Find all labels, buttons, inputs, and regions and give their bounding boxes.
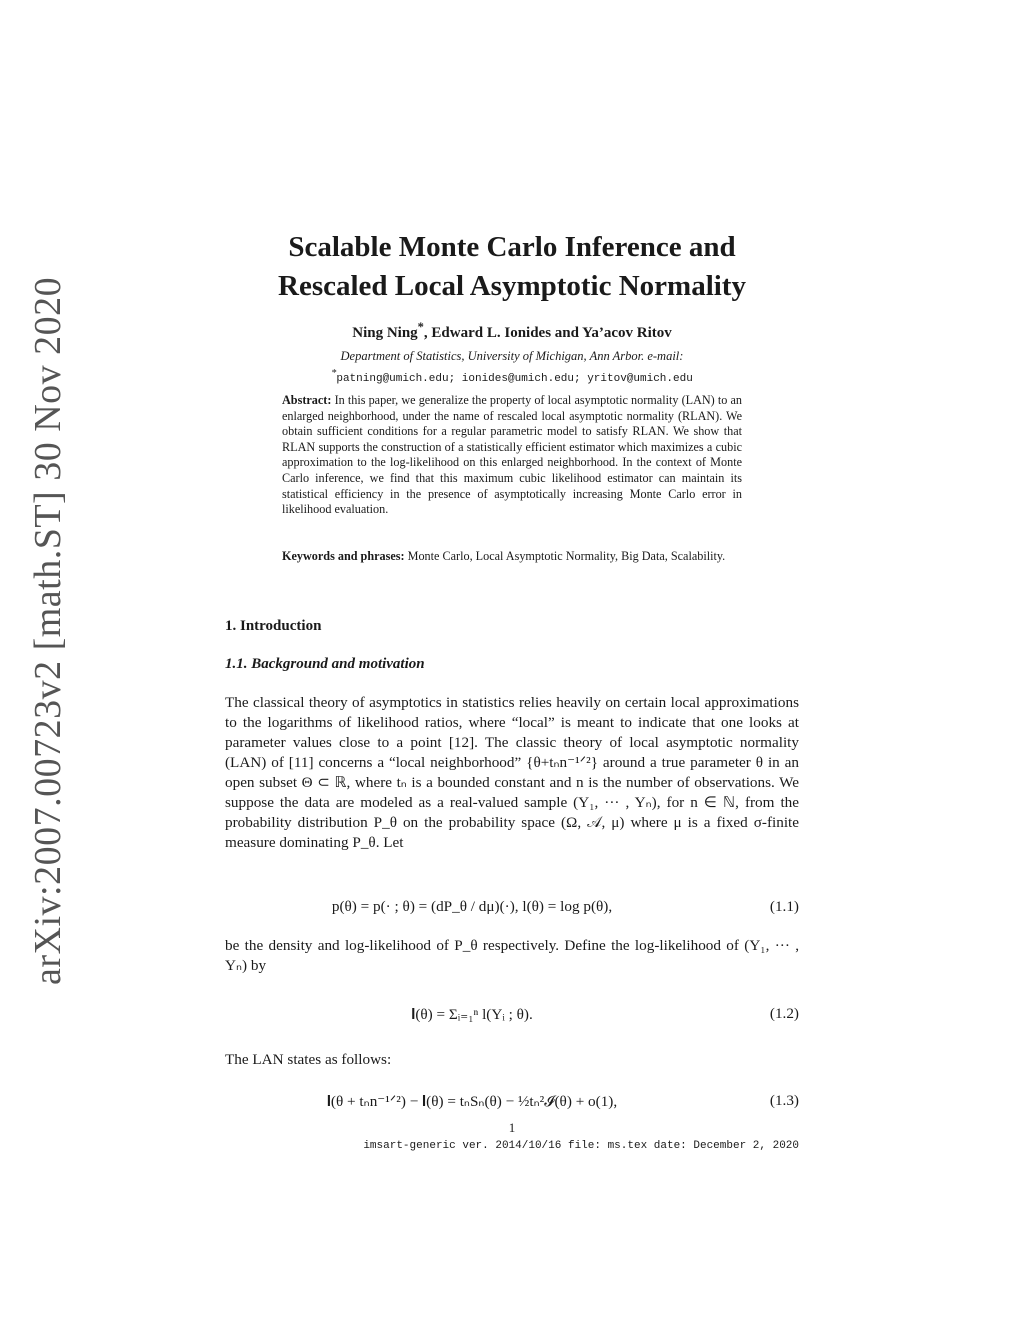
affiliation-line: Department of Statistics, University of Michigan, Ann Arbor. e-mail: [340, 349, 684, 363]
title-line-2: Rescaled Local Asymptotic Normality [278, 270, 746, 302]
author-1-mark: * [417, 320, 424, 334]
equation-1-1-number: (1.1) [769, 898, 799, 915]
section-heading: 1. Introduction [225, 618, 322, 634]
keywords [282, 549, 742, 565]
keywords-label: Keywords and phrases: [282, 549, 405, 563]
abstract-label: Abstract: [282, 393, 332, 407]
footer: imsart-generic ver. 2014/10/16 file: ms.tex date: December 2, 2020 [363, 1140, 799, 1152]
email-line [224, 365, 800, 388]
paragraph-3: The LAN states as follows: [225, 1051, 392, 1068]
equation-1-2-number: (1.2) [769, 1005, 799, 1022]
title-line-1: Scalable Monte Carlo Inference and [288, 231, 736, 263]
affiliation [224, 348, 800, 388]
abstract [282, 393, 742, 518]
authors-rest: , Edward L. Ionides and Ya’acov Ritov [423, 325, 672, 341]
author-1: Ning Ning [352, 325, 418, 341]
email-mark: * [331, 368, 337, 379]
equation-1-1 [225, 888, 799, 928]
paragraph-2: be the density and log-likelihood of P_θ respectively. Define the log-likelihood of (Y₁, ··· , Yₙ) by [225, 937, 799, 974]
subsection-heading: 1.1. Background and motivation [225, 656, 425, 672]
author-list [224, 320, 800, 342]
equation-1-3 [225, 1082, 799, 1122]
abstract-text: In this paper, we generalize the property of local asymptotic normality (LAN) to an enlarged neighborhood, under the name of rescaled local asymptotic normality (RLAN). We obtain sufficient conditions for a regular parametric model to satisfy RLAN. We show that RLAN supports the construction of a statistically efficient estimator which maximizes a cubic approximation to the log-likelihood on this enlarged neighborhood. In the context of Monte Carlo inference, we find that this maximum cubic likelihood estimator can maintain its statistical efficiency in the presence of asymptotically increasing Monte Carlo error in likelihood evaluation. [282, 393, 742, 517]
equation-1-2-body: 𝐥(θ) = Σᵢ₌₁ⁿ l(Yᵢ ; θ). [411, 1006, 533, 1023]
equation-1-3-body: 𝐥(θ + tₙn⁻¹ᐟ²) − 𝐥(θ) = tₙSₙ(θ) − ½tₙ²𝓘(θ) + o(1), [326, 1093, 618, 1110]
equation-1-1-body: p(θ) = p(· ; θ) = (dP_θ / dμ)(·), l(θ) = log p(θ), [331, 898, 613, 915]
equation-1-2 [225, 995, 799, 1035]
equation-1-3-number: (1.3) [769, 1092, 799, 1109]
paragraph-1: The classical theory of asymptotics in statistics relies heavily on certain local approximations to the logarithms of likelihood ratios, where “local” is meant to indicate that one looks at parameter values close to a point [12]. The classic theory of local asymptotic normality (LAN) of [11] concerns a “local neighborhood” {θ+tₙn⁻¹ᐟ²} around a true parameter θ in an open subset Θ ⊂ ℝ, where tₙ is a bounded constant and n is the number of observations. We suppose the data are modeled as a real-valued sample (Y₁, ··· , Yₙ), for n ∈ ℕ, from the probability distribution P_θ on the probability space (Ω, 𝒜, μ) where μ is a fixed σ-finite measure dominating P_θ. Let [225, 694, 799, 851]
page-number: 1 [508, 1120, 516, 1135]
emails: patning@umich.edu; ionides@umich.edu; yritov@umich.edu [336, 373, 693, 386]
keywords-text: Monte Carlo, Local Asymptotic Normality, Big Data, Scalability. [407, 549, 726, 563]
arxiv-identifier: arXiv:2007.00723v2 [math.ST] 30 Nov 2020 [27, 276, 69, 985]
paper-title [200, 228, 824, 306]
